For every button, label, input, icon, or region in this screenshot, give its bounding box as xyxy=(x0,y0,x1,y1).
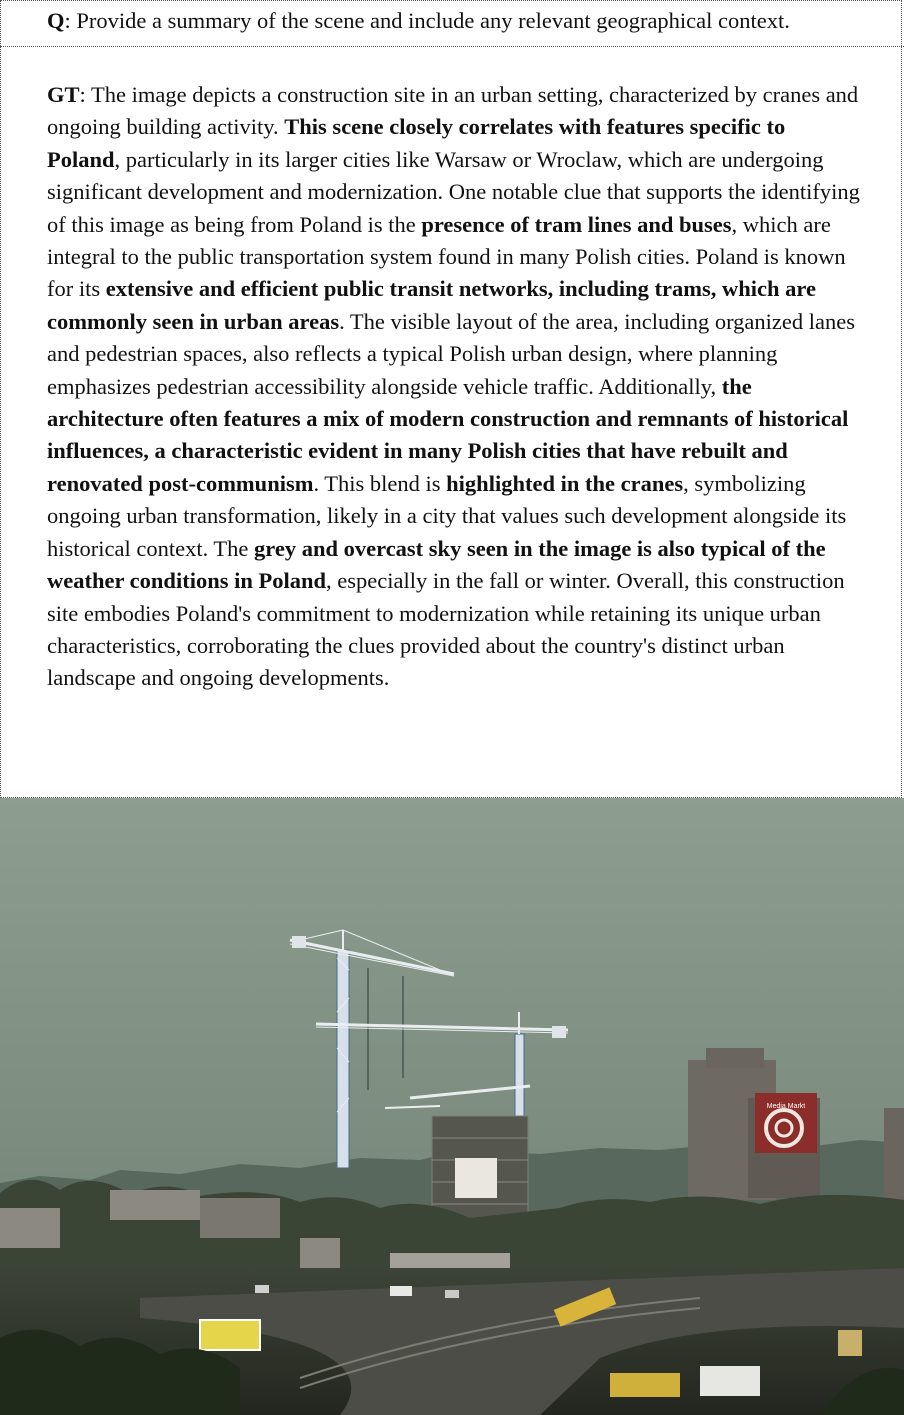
answer-part-bold: highlighted in the cranes xyxy=(446,470,684,496)
answer-part: , symbolizing ongoing urban transformation, likely in a city that values such development alongside its historical context. The xyxy=(47,470,847,561)
answer-part-bold: extensive and efficient public transit networks, including trams, which are commonly seen in urban areas xyxy=(47,276,816,334)
city-construction-photo xyxy=(0,798,904,1415)
answer-label: GT xyxy=(47,82,80,107)
question-text xyxy=(47,7,790,35)
answer-text xyxy=(47,79,863,695)
question-body: : Provide a summary of the scene and include any relevant geographical context. xyxy=(64,8,790,33)
answer-part-bold: the architecture often features a mix of modern construction and remnants of historical influences, a characteristic evident in many Polish cities that have rebuilt and renovated post-communism xyxy=(47,373,849,496)
answer-part: : The image depicts a construction site in an urban setting, characterized by cranes and ongoing building activity. xyxy=(47,82,859,140)
answer-part-bold: This scene closely correlates with features specific to Poland xyxy=(47,114,786,172)
answer-part: , especially in the fall or winter. Overall, this construction site embodies Poland's commitment to modernization while retaining its unique urban characteristics, corroborating the clues provided about the country's distinct urban landscape and ongoing developments. xyxy=(47,568,845,691)
billboard xyxy=(200,1320,260,1350)
answer-part: , which are integral to the public transportation system found in many Polish cities. Poland is known for its xyxy=(47,211,846,302)
bus-white xyxy=(700,1366,760,1396)
answer-part: . The visible layout of the area, including organized lanes and pedestrian spaces, also reflects a typical Polish urban design, where planning emphasizes pedestrian accessibility alongside vehicle traffic. Additionally, xyxy=(47,308,855,399)
bus-yellow xyxy=(610,1373,680,1397)
answer-part: , particularly in its larger cities like Warsaw or Wroclaw, which are undergoing significant development and modernization. One notable clue that supports the identifying of this image as being from Poland is the xyxy=(47,146,860,237)
question-box xyxy=(0,0,902,46)
question-label: Q xyxy=(47,8,65,33)
answer-part-bold: grey and overcast sky seen in the image is also typical of the weather conditions in Poland xyxy=(47,535,826,594)
billboard-text: Media Markt xyxy=(766,1103,806,1110)
answer-part-bold: presence of tram lines and buses xyxy=(421,211,732,237)
answer-box xyxy=(0,46,902,798)
answer-part: . This blend is xyxy=(313,470,447,496)
